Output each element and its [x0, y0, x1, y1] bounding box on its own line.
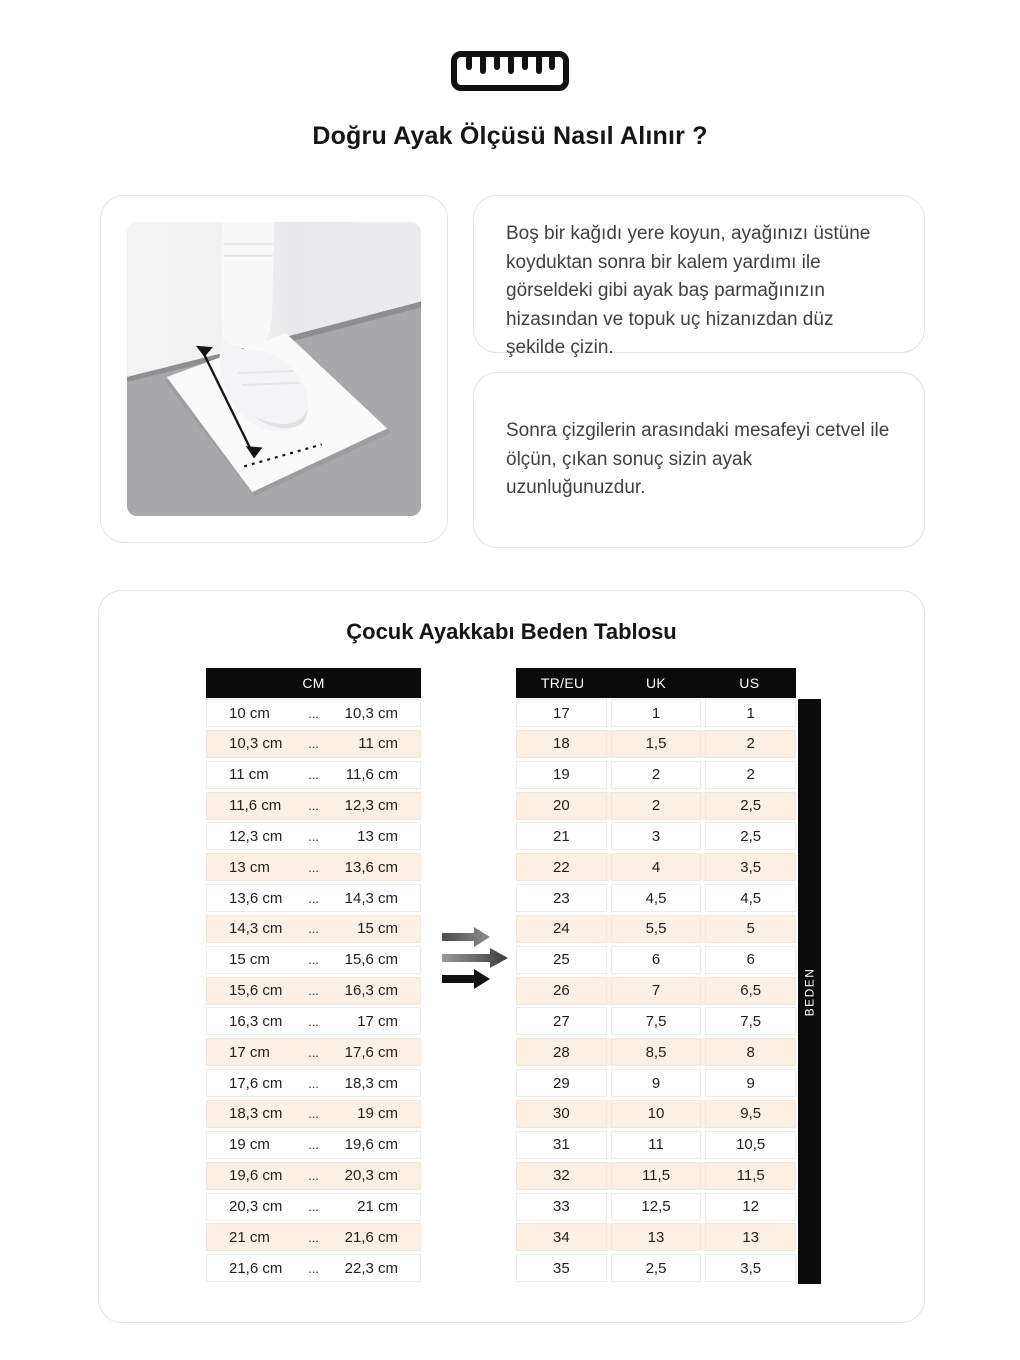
range-separator: ...	[308, 983, 319, 999]
shoe-size-row	[516, 699, 796, 727]
range-separator: ...	[308, 1260, 319, 1276]
cm-table-body	[206, 699, 421, 1282]
shoe-size-row	[516, 730, 796, 758]
us-size: 8	[705, 1038, 796, 1066]
us-size: 2,5	[705, 822, 796, 850]
tr-eu-size: 30	[516, 1100, 607, 1128]
shoe-size-row	[516, 1162, 796, 1190]
range-separator: ...	[308, 859, 319, 875]
shoe-size-row	[516, 1193, 796, 1221]
size-table-header	[516, 668, 796, 698]
cm-to-value: 22,3 cm	[344, 1259, 398, 1277]
shoe-size-row	[516, 977, 796, 1005]
range-separator: ...	[308, 1044, 319, 1060]
cm-from-value: 16,3 cm	[229, 1012, 283, 1030]
cm-to-value: 21,6 cm	[344, 1228, 398, 1246]
cm-from-value: 19,6 cm	[229, 1167, 283, 1185]
triple-arrow-right-icon	[438, 924, 508, 992]
cm-range-row	[206, 1223, 421, 1251]
size-table-title: Çocuk Ayakkabı Beden Tablosu	[346, 619, 677, 644]
uk-size: 1,5	[611, 730, 702, 758]
cm-from-value: 11,6 cm	[229, 797, 282, 815]
cm-to-value: 14,3 cm	[344, 889, 398, 907]
cm-range-row	[206, 853, 421, 881]
shoe-size-row	[516, 1007, 796, 1035]
cm-from-value: 18,3 cm	[229, 1105, 283, 1123]
shoe-size-row	[516, 915, 796, 943]
shoe-size-row	[516, 1038, 796, 1066]
shoe-size-row	[516, 761, 796, 789]
cm-to-value: 16,3 cm	[344, 982, 398, 1000]
range-separator: ...	[308, 890, 319, 906]
instruction-step-1-card	[473, 195, 925, 358]
us-size: 5	[705, 915, 796, 943]
us-size: 2	[705, 730, 796, 758]
tr-eu-size: 35	[516, 1254, 607, 1282]
uk-size: 11	[611, 1131, 702, 1159]
tr-eu-size: 17	[516, 699, 607, 727]
cm-from-value: 17,6 cm	[229, 1074, 283, 1092]
uk-size: 13	[611, 1223, 702, 1251]
tr-eu-size: 32	[516, 1162, 607, 1190]
header-uk: UK	[645, 675, 667, 691]
cm-range-row	[206, 730, 421, 758]
cm-range-row	[206, 1162, 421, 1190]
cm-range-row	[206, 884, 421, 912]
uk-size: 11,5	[611, 1162, 702, 1190]
shoe-size-row	[516, 946, 796, 974]
instruction-step-1-text: Boş bir kağıdı yere koyun, ayağınızı üstüne koyduktan sonra bir kalem yardımı ile görseldeki gibi ayak baş parmağınızın hizasından ve topuk uç hizanızdan düz şekilde çizin.	[506, 223, 871, 358]
cm-from-value: 12,3 cm	[229, 827, 283, 845]
instruction-step-2-card	[473, 372, 925, 548]
cm-range-table	[206, 668, 421, 1282]
us-size: 2,5	[705, 792, 796, 820]
cm-to-value: 13,6 cm	[344, 858, 398, 876]
shoe-size-row	[516, 853, 796, 881]
cm-to-value: 17,6 cm	[344, 1043, 398, 1061]
tr-eu-size: 28	[516, 1038, 607, 1066]
uk-size: 2	[611, 792, 702, 820]
range-separator: ...	[308, 1137, 319, 1153]
shoe-size-table	[516, 668, 796, 1282]
us-size: 9	[705, 1069, 796, 1097]
cm-range-row	[206, 1069, 421, 1097]
cm-to-value: 11,6 cm	[345, 766, 398, 784]
cm-to-value: 18,3 cm	[344, 1074, 398, 1092]
tr-eu-size: 23	[516, 884, 607, 912]
cm-from-value: 20,3 cm	[229, 1198, 283, 1215]
cm-to-value: 13 cm	[357, 827, 398, 845]
cm-from-value: 10 cm	[229, 704, 270, 722]
foot-measure-photo-card	[100, 195, 448, 543]
cm-from-value: 19 cm	[229, 1136, 270, 1154]
range-separator: ...	[308, 1075, 319, 1091]
range-separator: ...	[308, 1168, 319, 1184]
size-table-card	[98, 590, 925, 1323]
cm-to-value: 19 cm	[357, 1105, 398, 1123]
range-separator: ...	[308, 1106, 319, 1122]
cm-from-value: 15,6 cm	[229, 982, 283, 1000]
uk-size: 5,5	[611, 915, 702, 943]
cm-to-value: 10,3 cm	[344, 704, 398, 722]
cm-range-row	[206, 761, 421, 789]
cm-from-value: 13,6 cm	[229, 889, 283, 907]
tr-eu-size: 22	[516, 853, 607, 881]
range-separator: ...	[308, 1229, 319, 1245]
us-size: 11,5	[705, 1162, 796, 1190]
us-size: 13	[705, 1223, 796, 1251]
size-table-body	[516, 699, 796, 1282]
cm-range-row	[206, 822, 421, 850]
page-title: Doğru Ayak Ölçüsü Nasıl Alınır ?	[312, 122, 708, 150]
cm-range-row	[206, 792, 421, 820]
cm-range-row	[206, 1100, 421, 1128]
cm-table-header: CM	[206, 668, 421, 698]
uk-size: 10	[611, 1100, 702, 1128]
uk-size: 3	[611, 822, 702, 850]
cm-to-value: 12,3 cm	[344, 797, 398, 815]
cm-to-value: 21 cm	[357, 1198, 398, 1215]
uk-size: 4	[611, 853, 702, 881]
us-size: 9,5	[705, 1100, 796, 1128]
cm-range-row	[206, 1131, 421, 1159]
tr-eu-size: 21	[516, 822, 607, 850]
shoe-size-row	[516, 884, 796, 912]
us-size: 10,5	[705, 1131, 796, 1159]
uk-size: 7	[611, 977, 702, 1005]
header-tr-eu: TR/EU	[540, 675, 585, 691]
us-size: 6	[705, 946, 796, 974]
us-size: 12	[705, 1193, 796, 1221]
beden-vertical-bar	[798, 699, 821, 1284]
uk-size: 2	[611, 761, 702, 789]
cm-from-value: 21 cm	[229, 1228, 270, 1246]
cm-to-value: 11 cm	[358, 735, 398, 753]
range-separator: ...	[308, 736, 319, 752]
cm-from-value: 17 cm	[229, 1043, 270, 1061]
cm-to-value: 17 cm	[357, 1012, 398, 1030]
uk-size: 2,5	[611, 1254, 702, 1282]
cm-range-row	[206, 699, 421, 727]
ruler-icon	[0, 50, 1020, 92]
tr-eu-size: 25	[516, 946, 607, 974]
tr-eu-size: 20	[516, 792, 607, 820]
us-size: 4,5	[705, 884, 796, 912]
shoe-size-row	[516, 1069, 796, 1097]
tr-eu-size: 31	[516, 1131, 607, 1159]
us-size: 7,5	[705, 1007, 796, 1035]
uk-size: 1	[611, 699, 702, 727]
cm-range-row	[206, 915, 421, 943]
uk-size: 8,5	[611, 1038, 702, 1066]
cm-range-row	[206, 946, 421, 974]
us-size: 1	[705, 699, 796, 727]
tr-eu-size: 18	[516, 730, 607, 758]
tr-eu-size: 24	[516, 915, 607, 943]
range-separator: ...	[308, 705, 319, 721]
uk-size: 4,5	[611, 884, 702, 912]
uk-size: 7,5	[611, 1007, 702, 1035]
cm-to-value: 20,3 cm	[344, 1167, 398, 1185]
instruction-step-2-text: Sonra çizgilerin arasındaki mesafeyi cetvel ile ölçün, çıkan sonuç sizin ayak uzunluğunuzdur.	[506, 420, 890, 499]
tr-eu-size: 26	[516, 977, 607, 1005]
us-size: 6,5	[705, 977, 796, 1005]
range-separator: ...	[308, 798, 319, 814]
cm-from-value: 13 cm	[229, 858, 270, 876]
cm-from-value: 21,6 cm	[229, 1259, 283, 1277]
cm-range-row	[206, 1038, 421, 1066]
shoe-size-row	[516, 1100, 796, 1128]
cm-from-value: 15 cm	[229, 951, 270, 969]
range-separator: ...	[308, 921, 319, 937]
shoe-size-row	[516, 1223, 796, 1251]
cm-range-row	[206, 1254, 421, 1282]
shoe-size-row	[516, 1131, 796, 1159]
range-separator: ...	[308, 1013, 319, 1029]
us-size: 3,5	[705, 1254, 796, 1282]
tr-eu-size: 34	[516, 1223, 607, 1251]
cm-from-value: 10,3 cm	[229, 735, 283, 753]
cm-from-value: 14,3 cm	[229, 920, 283, 938]
range-separator: ...	[308, 952, 319, 968]
shoe-size-row	[516, 822, 796, 850]
header-us: US	[739, 675, 760, 691]
us-size: 3,5	[705, 853, 796, 881]
cm-range-row	[206, 1193, 421, 1221]
tr-eu-size: 27	[516, 1007, 607, 1035]
range-separator: ...	[308, 1199, 319, 1214]
cm-to-value: 15 cm	[357, 920, 398, 938]
uk-size: 9	[611, 1069, 702, 1097]
cm-from-value: 11 cm	[229, 766, 269, 784]
range-separator: ...	[308, 767, 319, 783]
foot-on-paper-photo	[127, 222, 421, 516]
shoe-size-row	[516, 1254, 796, 1282]
tr-eu-size: 19	[516, 761, 607, 789]
cm-range-row	[206, 977, 421, 1005]
tr-eu-size: 33	[516, 1193, 607, 1221]
beden-label: BEDEN	[802, 967, 817, 1016]
cm-to-value: 15,6 cm	[344, 951, 398, 969]
cm-range-row	[206, 1007, 421, 1035]
uk-size: 12,5	[611, 1193, 702, 1221]
shoe-size-row	[516, 792, 796, 820]
us-size: 2	[705, 761, 796, 789]
tr-eu-size: 29	[516, 1069, 607, 1097]
uk-size: 6	[611, 946, 702, 974]
cm-to-value: 19,6 cm	[344, 1136, 398, 1154]
range-separator: ...	[308, 828, 319, 844]
